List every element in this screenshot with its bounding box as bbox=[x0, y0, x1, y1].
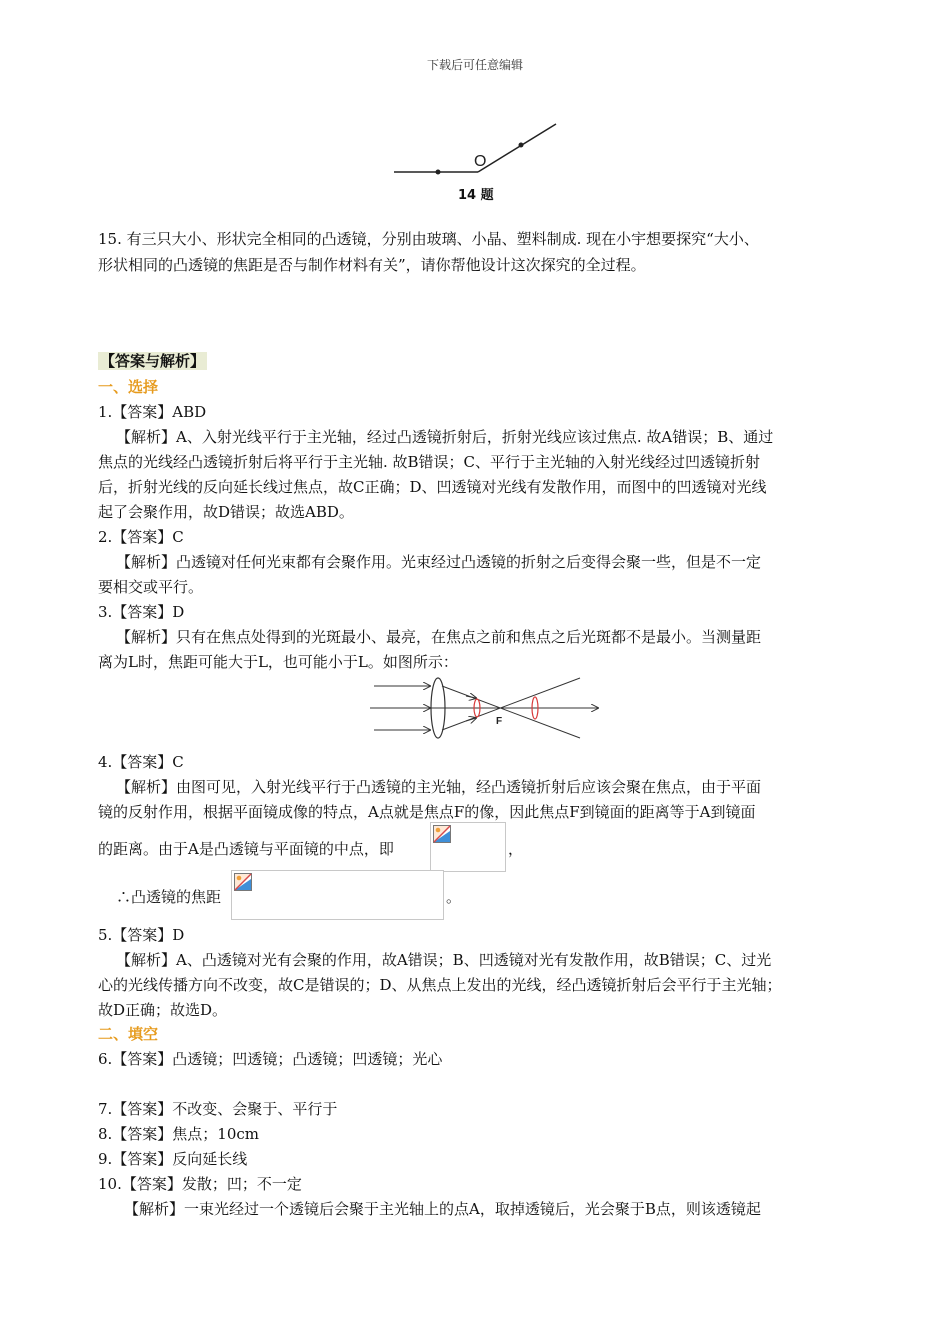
broken-image-icon bbox=[234, 873, 252, 891]
ray-arrow-top bbox=[466, 696, 476, 698]
answer-4-period: 。 bbox=[446, 888, 462, 906]
answer-6 bbox=[98, 1047, 442, 1072]
figure-14-point-a bbox=[436, 170, 441, 175]
answer-5-explanation-line: 故D正确；故选D。 bbox=[98, 1001, 228, 1019]
figure-14-label-o: O bbox=[474, 153, 487, 170]
answer-4-explanation-line: 镜的反射作用，根据平面镜成像的特点，A点就是焦点F的像，因此焦点F到镜面的距离等于A到镜面 bbox=[98, 803, 756, 821]
answer-5-explanation-line: 心的光线传播方向不改变，故C是错误的；D、从焦点上发出的光线，经凸透镜折射后会平行于主光轴； bbox=[98, 976, 782, 994]
question-15-line-1: 15. 有三只大小、形状完全相同的凸透镜，分别由玻璃、小晶、塑料制成. 现在小宇想要探究“大小、 bbox=[98, 230, 759, 248]
answer-1-label: 1.【答案】ABD bbox=[98, 403, 207, 421]
formula-image-placeholder bbox=[430, 822, 506, 872]
figure-14-point-b bbox=[519, 143, 524, 148]
broken-image-icon bbox=[433, 825, 451, 843]
formula-image-placeholder bbox=[231, 870, 444, 920]
answer-4-explanation-line: 的距离。由于A是凸透镜与平面镜的中点，即 bbox=[98, 840, 394, 858]
answer-8: 8.【答案】焦点；10cm bbox=[98, 1125, 260, 1143]
answer-5-label: 5.【答案】D bbox=[98, 926, 185, 944]
ray-arrow-bottom bbox=[466, 718, 476, 721]
answer-10-explanation-line: 【解析】一束光经过一个透镜后会聚于主光轴上的点A，取掉透镜后，光会聚于B点，则该透镜起 bbox=[124, 1200, 761, 1218]
answer-4-conclusion: ∴凸透镜的焦距 bbox=[116, 888, 222, 906]
answer-4-comma: ， bbox=[508, 840, 524, 858]
answer-1-explanation-line: 起了会聚作用，故D错误；故选ABD。 bbox=[98, 503, 354, 521]
figure-14-line-right bbox=[478, 124, 556, 172]
answer-1-explanation-line: 焦点的光线经凸透镜折射后将平行于主光轴. 故B错误；C、平行于主光轴的入射光线经过凹透镜折射 bbox=[98, 453, 761, 471]
answer-2-label: 2.【答案】C bbox=[98, 528, 184, 546]
figure-14-caption: 14 题 bbox=[458, 188, 494, 203]
section-choice-heading: 一、选择 bbox=[98, 378, 159, 396]
page-header: 下载后可任意编辑 bbox=[426, 58, 523, 72]
answer-1-explanation-line: 【解析】A、入射光线平行于主光轴，经过凸透镜折射后，折射光线应该过焦点. 故A错误；B、通过 bbox=[116, 428, 774, 446]
answers-title-text: 【答案与解析】 bbox=[100, 352, 206, 370]
section-fill-blank-heading: 二、填空 bbox=[98, 1025, 159, 1043]
figure-14-diagram bbox=[390, 118, 562, 178]
answer-4-label: 4.【答案】C bbox=[98, 753, 184, 771]
answer-1-explanation-line: 后，折射光线的反向延长线过焦点，故C正确；D、凹透镜对光线有发散作用，而图中的凹透镜对光线 bbox=[98, 478, 767, 496]
refracted-ray-bottom bbox=[442, 678, 580, 730]
question-15-line-2: 形状相同的凸透镜的焦距是否与制作材料有关”，请你帮他设计这次探究的全过程。 bbox=[98, 256, 646, 274]
answer-4-explanation-line: 【解析】由图可见，入射光线平行于凸透镜的主光轴，经凸透镜折射后应该会聚在焦点，由于平面 bbox=[116, 778, 762, 796]
answer-7: 7.【答案】不改变、会聚于、平行于 bbox=[98, 1100, 338, 1118]
answer-2-explanation-line: 要相交或平行。 bbox=[98, 578, 204, 596]
answer-2-explanation-line: 【解析】凸透镜对任何光束都有会聚作用。光束经过凸透镜的折射之后变得会聚一些，但是不一定 bbox=[116, 553, 762, 571]
answer-10-label: 10.【答案】发散；凹；不一定 bbox=[98, 1175, 302, 1193]
answer-6-text: 6.【答案】凸透镜；凹透镜；凸透镜；凹透镜；光心 bbox=[98, 1050, 443, 1068]
convex-lens-diagram bbox=[370, 676, 600, 746]
answer-9: 9.【答案】反向延长线 bbox=[98, 1150, 248, 1168]
answers-title bbox=[98, 350, 207, 371]
answer-3-explanation-line: 【解析】只有在焦点处得到的光斑最小、最亮，在焦点之前和焦点之后光斑都不是最小。当测量距 bbox=[116, 628, 762, 646]
focus-label: F bbox=[496, 716, 503, 727]
answer-5-explanation-line: 【解析】A、凸透镜对光有会聚的作用，故A错误；B、凹透镜对光有发散作用，故B错误；C、过光 bbox=[116, 951, 772, 969]
answer-3-label: 3.【答案】D bbox=[98, 603, 185, 621]
answer-3-explanation-line: 离为L时，焦距可能大于L，也可能小于L。如图所示： bbox=[98, 653, 458, 671]
refracted-ray-top bbox=[442, 686, 580, 738]
